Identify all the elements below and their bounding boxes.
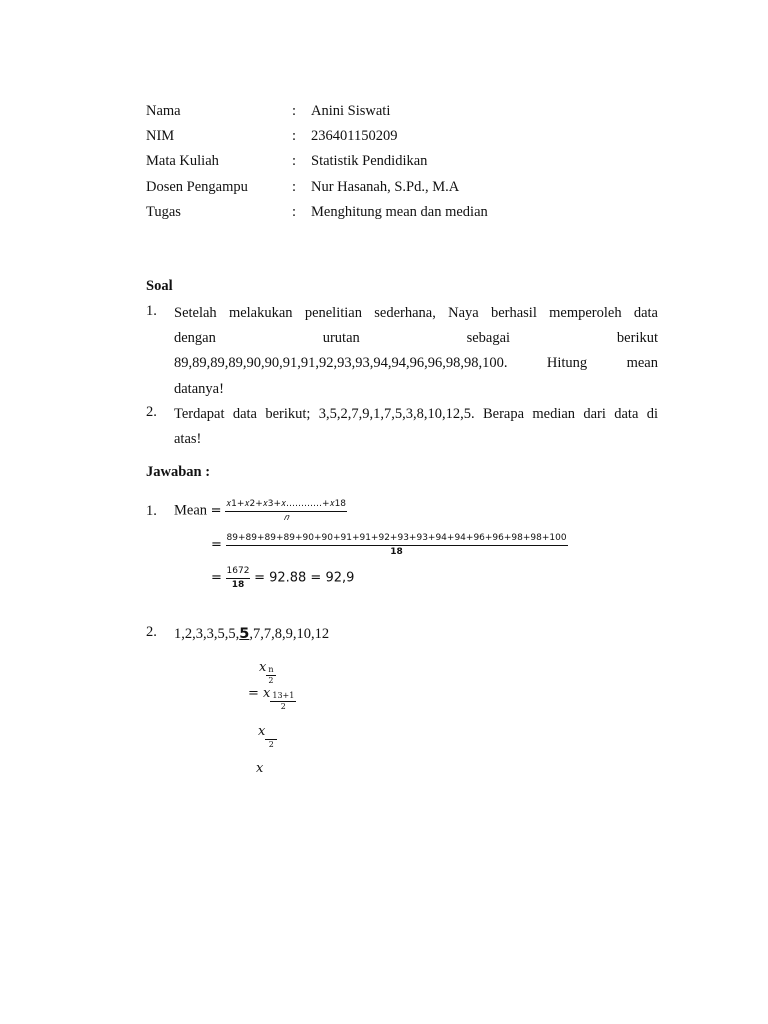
mean-sum-line <box>211 532 568 558</box>
identity-label: Mata Kuliah <box>146 153 219 169</box>
identity-label: NIM <box>146 128 175 144</box>
answer-2-number: 2. <box>146 624 157 640</box>
median-symbol-base: x <box>259 660 267 675</box>
sorted-data-before: 1,2,3,3,5,5, <box>174 626 240 642</box>
result-denominator: 18 <box>231 580 245 590</box>
mean-label: Mean <box>174 502 208 519</box>
identity-colon: : <box>292 103 297 119</box>
sorted-data-after: ,7,7,8,9,10,12 <box>249 626 330 642</box>
answer-1-number: 1. <box>146 503 157 519</box>
equals-sign: = <box>210 503 222 519</box>
result-numerator: 1672 <box>226 565 251 579</box>
median-symbol-2 <box>248 686 296 712</box>
mean-result-text: = 92.88 = 92,9 <box>254 570 355 586</box>
identity-value: Menghitung mean dan median <box>311 204 488 220</box>
formula-denominator: 𝑛 <box>283 513 289 523</box>
median-symbol-prefix: = x <box>248 686 271 701</box>
mean-result-line <box>211 565 354 591</box>
median-symbol-4 <box>256 761 263 776</box>
soal-heading: Soal <box>146 278 173 294</box>
mean-formula <box>174 498 347 524</box>
median-symbol-base: x <box>258 724 266 739</box>
subscript-top: n <box>268 665 274 674</box>
median-subscript <box>270 691 296 712</box>
sum-denominator: 18 <box>390 547 403 557</box>
identity-colon: : <box>292 179 297 195</box>
sum-numerator: 89+89+89+89+90+90+91+91+92+93+93+94+94+96+96+98+98+100 <box>226 532 568 546</box>
mean-formula-fraction <box>225 498 347 524</box>
median-symbol-3 <box>258 724 277 750</box>
median-symbol-base: x <box>256 761 264 776</box>
identity-value: 236401150209 <box>311 128 398 144</box>
question-1-line: Setelah melakukan penelitian sederhana, Naya berhasil memperoleh data <box>174 305 658 321</box>
identity-label: Dosen Pengampu <box>146 179 248 195</box>
question-2-line: Terdapat data berikut; 3,5,2,7,9,1,7,5,3,8,10,12,5. Berapa median dari data di <box>174 406 658 422</box>
identity-colon: : <box>292 128 297 144</box>
identity-value: Nur Hasanah, S.Pd., M.A <box>311 179 460 195</box>
equals-sign: = <box>211 570 222 586</box>
subscript-top: 13+1 <box>272 691 295 700</box>
median-subscript <box>266 665 275 686</box>
subscript-bottom: 2 <box>280 702 286 711</box>
sum-fraction <box>226 532 568 558</box>
equals-sign: = <box>211 537 222 553</box>
subscript-bottom: 2 <box>268 676 274 685</box>
sorted-data <box>174 624 329 644</box>
median-symbol-1 <box>259 660 276 686</box>
sorted-data-median: 5 <box>239 626 250 642</box>
result-fraction <box>226 565 251 591</box>
question-1-line: datanya! <box>174 381 224 397</box>
subscript-bottom: 2 <box>268 740 274 749</box>
question-2-line: atas! <box>174 431 202 447</box>
identity-value: Anini Siswati <box>311 103 391 119</box>
formula-numerator: 𝑥1+𝑥2+𝑥3+𝑥…………+𝑥18 <box>225 498 347 512</box>
identity-colon: : <box>292 204 297 220</box>
question-2-number: 2. <box>146 404 157 420</box>
identity-label: Tugas <box>146 204 181 220</box>
question-1-number: 1. <box>146 303 157 319</box>
median-subscript <box>265 729 277 750</box>
identity-colon: : <box>292 153 297 169</box>
question-1-line: 89,89,89,89,90,90,91,91,92,93,93,94,94,96,96,98,98,100. Hitung mean <box>174 355 658 371</box>
jawaban-heading: Jawaban : <box>146 464 211 480</box>
question-1-line: dengan urutan sebagai berikut <box>174 330 658 346</box>
identity-label: Nama <box>146 103 181 119</box>
identity-value: Statistik Pendidikan <box>311 153 428 169</box>
